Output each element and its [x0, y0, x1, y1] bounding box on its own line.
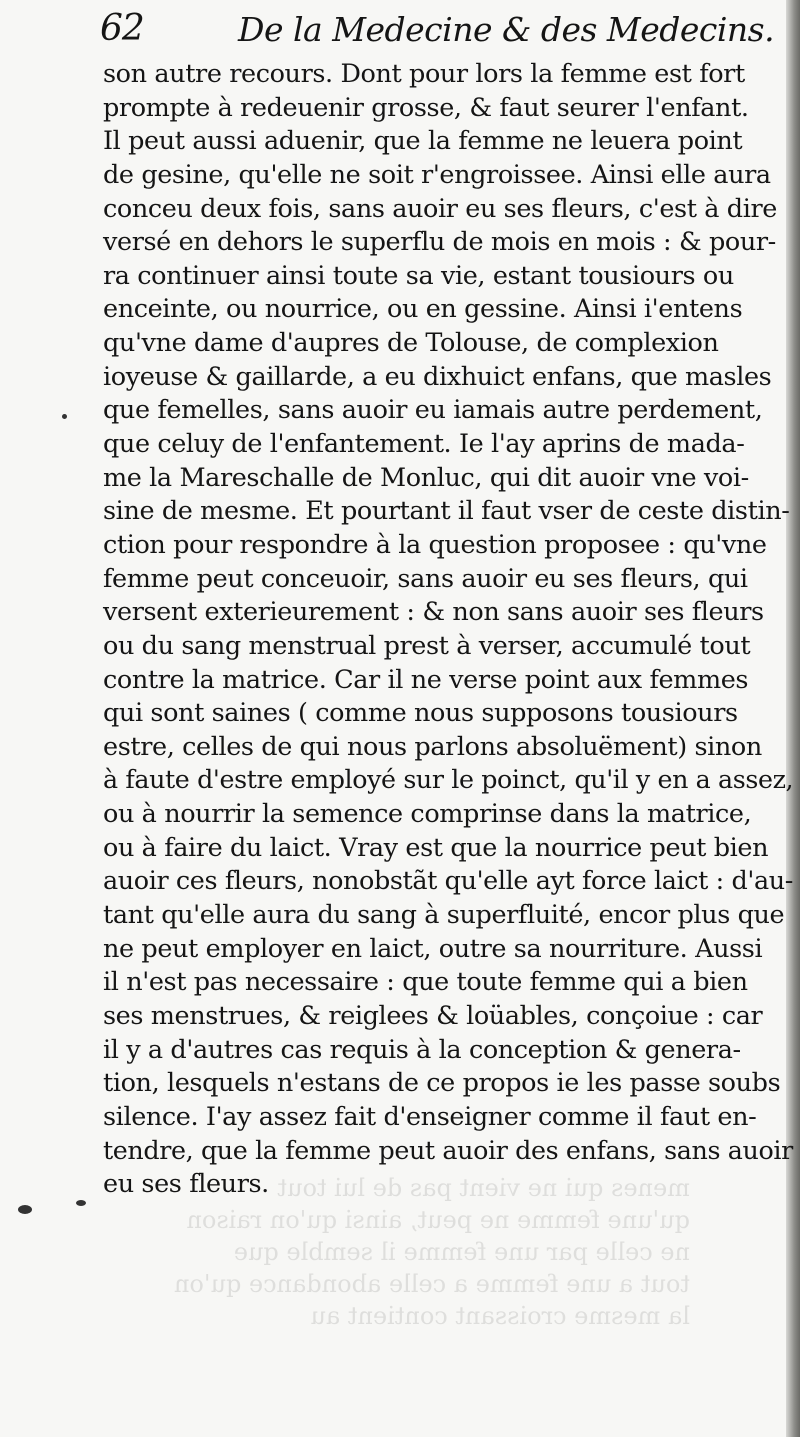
ink-blot: [18, 1205, 32, 1214]
text-line: ou du sang menstrual prest à verser, accumulé tout: [103, 630, 751, 661]
text-line: ioyeuse & gaillarde, a eu dixhuict enfans, que masles: [103, 361, 772, 392]
text-line: il n'est pas necessaire : que toute femme qui a bien: [103, 967, 748, 998]
text-line: sine de mesme. Et pourtant il faut vser de ceste distin-: [103, 496, 790, 527]
running-head: [100, 8, 790, 64]
text-line: versent exterieurement : & non sans auoir ses fleurs: [103, 597, 764, 628]
text-line: ne peut employer en laict, outre sa nourriture. Aussi: [103, 933, 763, 964]
text-line: que femelles, sans auoir eu iamais autre perdement,: [103, 395, 763, 426]
text-line: prompte à redeuenir grosse, & faut seurer l'enfant.: [103, 92, 749, 123]
text-line: ra continuer ainsi toute sa vie, estant tousiours ou: [103, 260, 734, 291]
text-line: ou à nourrir la semence comprinse dans la matrice,: [103, 799, 752, 830]
text-line: versé en dehors le superflu de mois en mois : & pour-: [103, 227, 776, 258]
text-line: ses menstrues, & reiglees & loüables, conçoiue : car: [103, 1000, 763, 1031]
text-line: Il peut aussi aduenir, que la femme ne leuera point: [103, 126, 743, 157]
text-line: qui sont saines ( comme nous supposons tousiours: [103, 698, 738, 729]
text-line: que celuy de l'enfantement. Ie l'ay aprins de mada-: [103, 429, 745, 460]
text-line: ction pour respondre à la question proposee : qu'vne: [103, 529, 767, 560]
show-through-text: menes qui ne vient pas de lui tout qu'une femme ne peut, ainsi qu'on raison ne celle par une femme il semble que tout a une femme a celle abondance qu'on la mesme croissant contient au: [173, 1174, 690, 1330]
text-line: à faute d'estre employé sur le poinct, qu'il y en a assez,: [103, 765, 794, 796]
page-number: 62: [100, 8, 144, 49]
ink-blot: [76, 1200, 86, 1206]
ink-blot: [62, 414, 67, 419]
text-line: son autre recours. Dont pour lors la femme est fort: [103, 59, 745, 89]
text-line: tant qu'elle aura du sang à superfluité, encor plus que: [103, 900, 785, 931]
text-line: de gesine, qu'elle ne soit r'engroissee. Ainsi elle aura: [103, 159, 771, 190]
text-line: contre la matrice. Car il ne verse point aux femmes: [103, 664, 749, 695]
text-line: enceinte, ou nourrice, ou en gessine. Ainsi i'entens: [103, 294, 743, 325]
text-line: tendre, que la femme peut auoir des enfans, sans auoir: [103, 1135, 793, 1166]
text-line: conceu deux fois, sans auoir eu ses fleurs, c'est à dire: [103, 193, 777, 224]
text-line: silence. I'ay assez fait d'enseigner comme il faut en-: [103, 1101, 757, 1132]
text-line: auoir ces fleurs, nonobstãt qu'elle ayt force laict : d'au-: [103, 866, 793, 897]
text-line: tion, lesquels n'estans de ce propos ie les passe soubs: [103, 1068, 781, 1099]
text-line: estre, celles de qui nous parlons absoluëment) sinon: [103, 731, 762, 762]
text-line: me la Mareschalle de Monluc, qui dit auoir vne voi-: [103, 462, 749, 493]
text-line: ou à faire du laict. Vray est que la nourrice peut bien: [103, 832, 769, 863]
body-text: [103, 58, 793, 1202]
text-line: qu'vne dame d'aupres de Tolouse, de complexion: [103, 328, 719, 359]
running-title: De la Medecine & des Medecins.: [238, 10, 775, 49]
text-line: femme peut conceuoir, sans auoir eu ses fleurs, qui: [103, 563, 748, 594]
text-line: eu ses fleurs.: [103, 1169, 269, 1200]
text-line: il y a d'autres cas requis à la conception & genera-: [103, 1034, 741, 1065]
